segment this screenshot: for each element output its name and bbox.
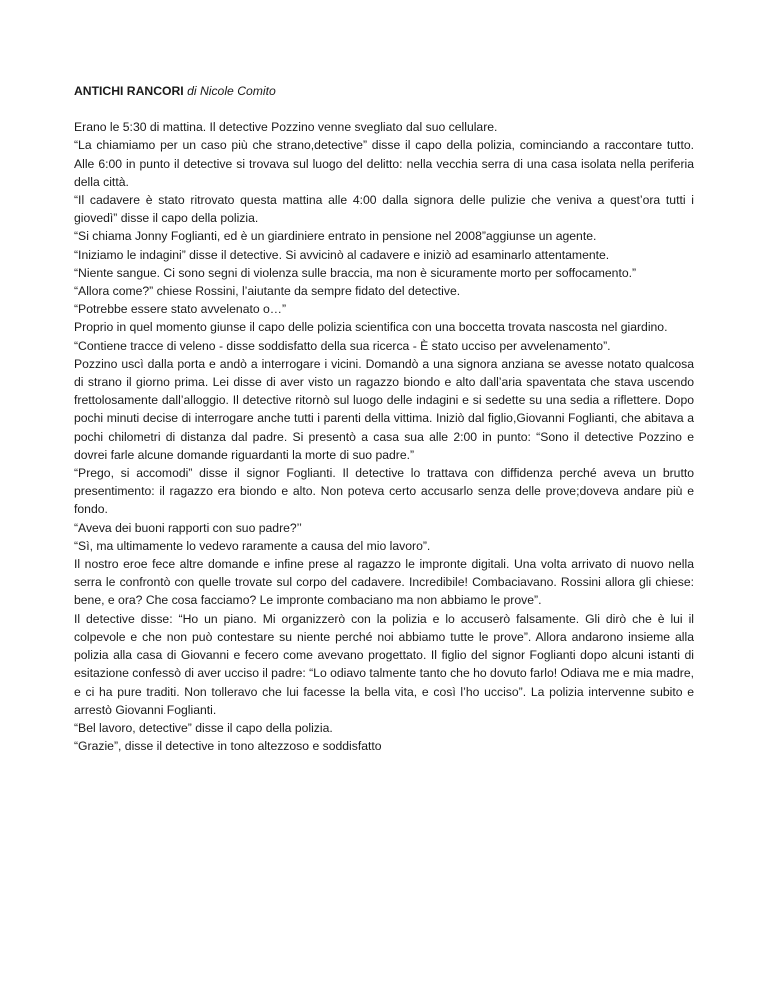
paragraph-5: “Iniziamo le indagini” disse il detective. Si avvicinò al cadavere e iniziò ad esaminarlo attentamente. — [74, 247, 610, 262]
paragraph-7: “Allora come?” chiese Rossini, l’aiutante da sempre fidato del detective. — [74, 284, 461, 299]
paragraph-6: “Niente sangue. Ci sono segni di violenza sulle braccia, ma non è sicuramente morto per soffocamento.” — [74, 265, 637, 280]
paragraph-18: “Grazie”, disse il detective in tono altezzoso e soddisfatto — [74, 739, 382, 754]
paragraph-3: “Il cadavere è stato ritrovato questa mattina alle 4:00 dalla signora delle pulizie che veniva a quest’ora tutti i giovedì” disse il capo della polizia. — [74, 193, 694, 226]
paragraph-4: “Si chiama Jonny Foglianti, ed è un giardiniere entrato in pensione nel 2008”aggiunse un agente. — [74, 229, 597, 244]
paragraph-12: “Prego, si accomodi” disse il signor Foglianti. Il detective lo trattava con diffidenza perché aveva un brutto presentimento: il ragazzo era biondo e alto. Non poteva certo accusarlo senza delle prove;doveva andare più e fondo. — [74, 466, 694, 517]
document-page — [74, 82, 694, 755]
document-heading — [74, 82, 694, 100]
paragraph-11: Pozzino uscì dalla porta e andò a interrogare i vicini. Domandò a una signora anziana se avesse notato qualcosa di strano il giorno prima. Lei disse di aver visto un ragazzo biondo e alto dall’aria spaventata che stava uscendo frettolosamente dall’alloggio. Il detective ritornò sul luogo delle indagini e si sedette su una sedia a riflettere. Dopo pochi minuti decise di interrogare anche tutti i parenti della vittima. Iniziò dal figlio,Giovanni Foglianti, che abitava a pochi chilometri di distanza dal padre. Si presentò a casa sua alle 2:00 in punto: “Sono il detective Pozzino e dovrei farle alcune domande riguardanti la morte di suo padre.” — [74, 356, 694, 462]
paragraph-14: “Sì, ma ultimamente lo vedevo raramente a causa del mio lavoro”. — [74, 538, 431, 553]
paragraph-8: “Potrebbe essere stato avvelenato o…” — [74, 302, 287, 317]
paragraph-9: Proprio in quel momento giunse il capo delle polizia scientifica con una boccetta trovata nascosta nel giardino. — [74, 320, 668, 335]
paragraph-13: “Aveva dei buoni rapporti con suo padre?’’ — [74, 520, 302, 535]
paragraph-16: Il detective disse: “Ho un piano. Mi organizzerò con la polizia e lo accuserò falsamente. Gli dirò che è lui il colpevole e che non può contestare su niente perché noi abbiamo tutte le prove”. Allora andarono insieme alla polizia alla casa di Giovanni e fecero come avevano progettato. Il figlio del signor Foglianti dopo alcuni istanti di esitazione confessò di aver ucciso il padre: “Lo odiavo talmente tanto che ho dovuto farlo! Odiava me e mia madre, e ci ha pure traditi. Non tolleravo che lui facesse la bella vita, e così l’ho ucciso”. La polizia intervenne subito e arrestò Giovanni Foglianti. — [74, 611, 694, 717]
paragraph-1: Erano le 5:30 di mattina. Il detective Pozzino venne svegliato dal suo cellulare. — [74, 120, 498, 135]
story-byline: di Nicole Comito — [187, 84, 276, 98]
paragraph-10: “Contiene tracce di veleno - disse soddisfatto della sua ricerca - È stato ucciso per avvelenamento”. — [74, 338, 611, 353]
paragraph-2: “La chiamiamo per un caso più che strano,detective” disse il capo della polizia, cominciando a raccontare tutto. Alle 6:00 in punto il detective si trovava sul luogo del delitto: nella vecchia serra di una casa isolata nella periferia della città. — [74, 138, 694, 189]
story-title: ANTICHI RANCORI — [74, 84, 184, 98]
paragraph-15: Il nostro eroe fece altre domande e infine prese al ragazzo le impronte digitali. Una volta arrivato di nuovo nella serra le confrontò con quelle trovate sul corpo del cadavere. Incredibile! Combaciavano. Rossini allora gli chiese: bene, e ora? Che cosa facciamo? Le impronte combaciano ma non abbiamo le prove”. — [74, 557, 694, 608]
paragraph-17: “Bel lavoro, detective” disse il capo della polizia. — [74, 720, 333, 735]
story-body — [74, 118, 694, 755]
